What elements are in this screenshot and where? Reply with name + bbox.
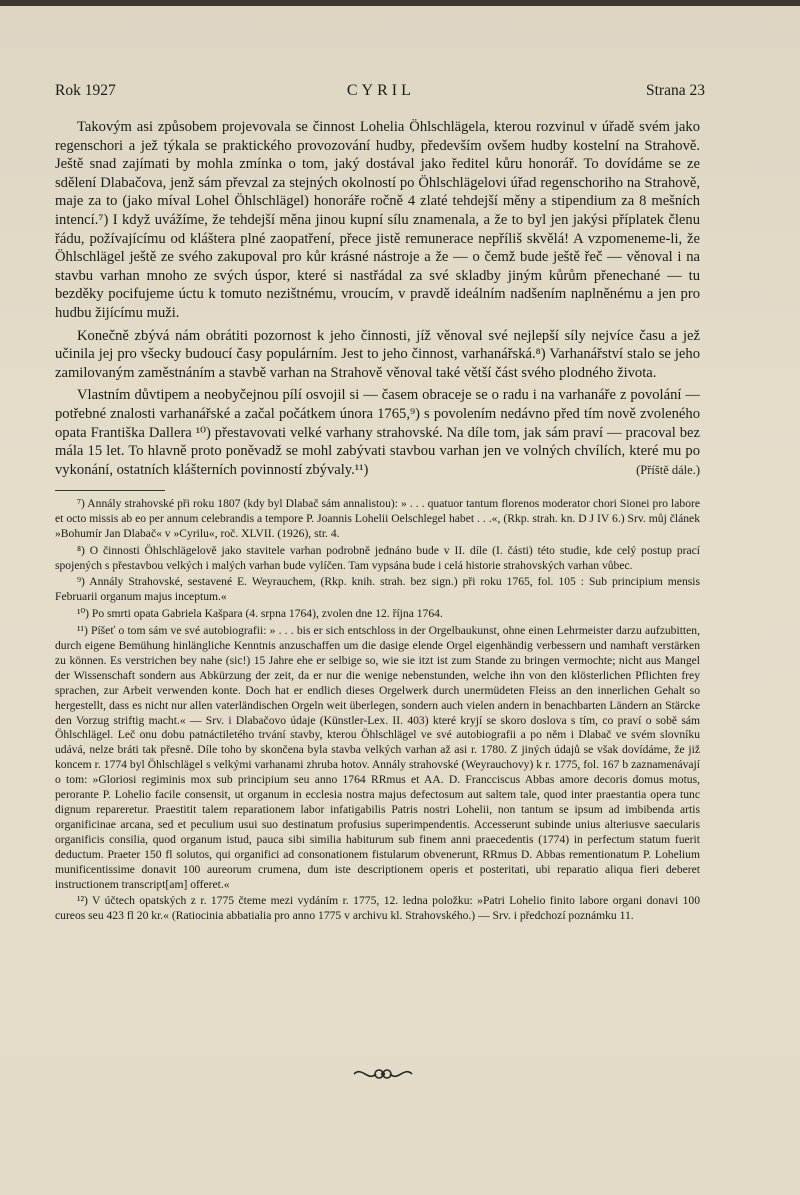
- running-header: [55, 82, 705, 100]
- header-year: Rok 1927: [55, 82, 116, 99]
- header-title: CYRIL: [346, 82, 415, 99]
- footnote: ⁸) O činnosti Öhlschlägelově jako stavitele varhan podrobně jednáno bude v II. díle (I. části) této studie, kde celý postup prací spojených s přestavbou velkých i malých varhan bude vylíčen. Tam vypsána bude i celá historie strahovských varhan vůbec.: [55, 543, 700, 572]
- top-edge: [0, 0, 800, 6]
- paragraph: Konečně zbývá nám obrátiti pozornost k jeho činnosti, jíž věnoval své nejlepší síly nejvíce času a jež učinila jej pro všecky budoucí časy populárním. Jest to jeho činnost, varhanářská.⁸) Varhanářství stalo se jeho zamilovaným zaměstnáním a stavbě varhan na Strahově věnoval také větší část svého plodného života.: [55, 327, 700, 381]
- footnote: ¹⁰) Po smrti opata Gabriela Kašpara (4. srpna 1764), zvolen dne 12. října 1764.: [77, 607, 443, 621]
- ornament-icon: [352, 1062, 414, 1086]
- header-page: Strana 23: [646, 82, 705, 99]
- footnote: ¹²) V účtech opatských z r. 1775 čteme mezi vydáním r. 1775, 12. ledna položku: »Patri Lohelio finito labore organi donavi 100 cureos seu 423 fl 20 kr.« (Ratiocinia abbatialia pro anno 1775 v archivu kl. Strahovského.) — Srv. i předchozí poznámku 11.: [55, 894, 700, 923]
- paragraph: Vlastním důvtipem a neobyčejnou pílí osvojil si — časem obraceje se o radu i na varhanáře z povolání — potřebné znalosti varhanářské a začal počátkem února 1765,⁹) s povolením nedávno před tím nově zvoleného opata Františka Dallera ¹⁰) přestavovati velké varhany strahovské. Na díle tom, jak sám praví — pracoval bez mála 15 let. To hlavně proto poněvadž se mohl zabývati stavbou varhan jen ve volných chvílích, které mu po vykonání, ostatních klášterních povinností zbývaly.¹¹): [55, 387, 700, 478]
- continued-note: (Příště dále.): [636, 463, 700, 478]
- article-body: [55, 118, 700, 926]
- footnote-rule: [55, 490, 165, 491]
- paragraph: Takovým asi způsobem projevovala se činnost Lohelia Öhlschlägela, kterou rozvinul v úřadě svém jako regenschori a jež týkala se praktického provozování hudby, především ovšem hudby kostelní na Strahově. Ještě snad zajímati by mohla zmínka o tom, jaký dostával jako ředitel kůru honorář. To dovídáme se ze sdělení Dlabačova, jenž sám převzal za stejných okolností po Öhlschlägelovi úřad regenschoriho na Strahově, maje za to (jako míval Lohel Öhlschlägel) honoráře ročně 4 zlaté tehdejší měny a stipendium za 8 mešních intencí.⁷) I když uvážíme, že tehdejší měna jinou kupní sílu znamenala, a že to byl jen jakýsi příplatek členu řádu, požívajícímu od kláštera plné zaopatření, přece jistě remunerace nepříliš skvělá! A vzpomeneme-li, že Öhlschlägel ještě ze svého zakupoval pro kůr krásné nástroje a že — o čemž bude ještě řeč — věnoval i na stavbu varhan mnoho ze svých úspor, které si nastřádal za své skladby jiným kůrům přenechané — tu bezděky pocifujeme úctu k tomuto nezištnému, vroucím, v pravdě ideálním nadšením naplněnému a jen pro hudbu žijícímu muži.: [55, 119, 700, 321]
- footnote: ⁷) Annály strahovské při roku 1807 (kdy byl Dlabač sám annalistou): » . . . quatuor tantum florenos moderator chori Sionei pro labore et octo missis ab eo per annum celebrandis a tempore P. Joannis Lohelii Oelschlegel habet . . .«, (Rkp. strah. kn. D J IV 6.) Srv. můj článek »Bohumír Jan Dlabač« v »Cyrilu«, roč. XLVII. (1926), str. 4.: [55, 496, 700, 540]
- footnote: ¹¹) Píšeť o tom sám ve své autobiografii: » . . . bis er sich entschloss in der Orgelbaukunst, ohne einen Lehrmeister darzu aufzubitten, durch eigene Bemühung hinlängliche Kenntnis anzuschaffen um die dasige elende Orgel eigenhändig verbessern und namhaft verstärken zu können. Es verstrichen bey nahe (sic!) 15 Jahre ehe er selbige so, wie sie itzt ist zum Stande zu bringen vermochte; nicht aus Mangel der Wissenschaft sondern aus Abkürzung der zeit, da er nur die wenige nebenstunden, welche ihn von den klösterlichen Pflichten frey sprachen, zur Arbeit verwenden konte. Doch hat er endlich dieses Orgelwerk durch unermüdeten Fleiss an den innerlichen Gehalt so hergestellt, dass es nicht nur allen vaterländischen Orgeln weit überlegen, sondern auch vielen andern in benachbarten Ländern an Stärcke den Vorzug striftig macht.« — Srv. i Dlabačovo údaje (Künstler-Lex. II. 403) které kryjí se skoro doslova s tím, co praví o sobě sám Öhlschlägel. Leč onu dobu patnáctiletého trvání stavby, kterou Öhlschlägel ve své autobiografii a po něm i Dlabač ve svém slovníku udává, nelze bráti tak přesně. Díle toho by skončena byla stavba velkých varhan až asi r. 1780. Z jiných údajů se však dovídáme, že již koncem r. 1774 byl Öhlschlägel s velkými varhanami zhruba hotov. Annály strahovské (Weyrauchovy) k r. 1775, fol. 167 b zaznamenávají o tom: »Gloriosi regiminis mox sub principium seu anno 1764 RRmus et AA. D. Francciscus Abbas amore decoris domus motus, perorante P. Lohelio facile consensit, ut organum in ecclesia nostra majus defectosum aut saltem tale, quod inter praestantia opera tunc dignum repareretur. Praestitit talem reparationem labor infatigabilis Patris nostri Lohelii, non tantum se ipsum ad imbibenda artis organificinae arcana, sed et peculium usui suo destinatum profusius superimpendentis. Accesserunt subinde unius alteriusve saecularis organificis consilia, quod organum istud, pauca sibi similia habiturum sub finem anni praecedentis (1774) in perfectum statum fuerit deductum. Praeter 150 fl solutos, qui organifici ad consonationem fistularum obvenerunt, RRmus D. Abbas rementionatum P. Lohelium munificentissime donavit 100 aureorum crumena, dum iste descriptionem operis et posteritati, ubi reparatio aliqua fieri deberet instructionem transcript[am] offeret.«: [55, 624, 700, 891]
- footnotes: [55, 497, 700, 924]
- footnote: ⁹) Annály Strahovské, sestavené E. Weyrauchem, (Rkp. knih. strah. bez sign.) při roku 1765, fol. 105 : Sub principium mensis Februarii organum majus inceptum.«: [55, 575, 700, 604]
